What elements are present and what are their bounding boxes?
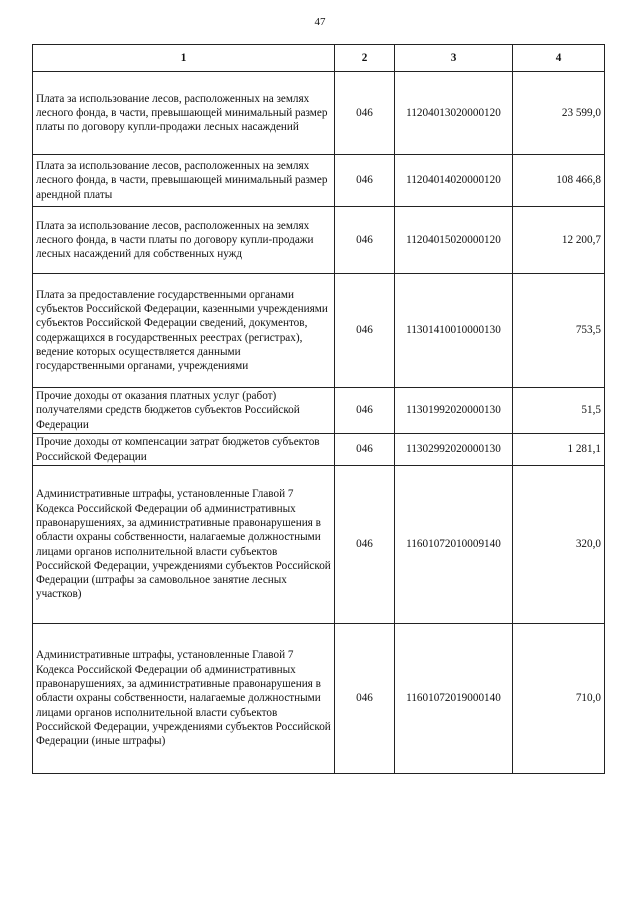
admin-code: 046 — [335, 624, 395, 774]
admin-code: 046 — [335, 434, 395, 466]
revenue-name: Плата за использование лесов, расположенных на землях лесного фонда, в части, превышающей минимальный размер платы по договору купли-продажи лесных насаждений — [33, 72, 335, 155]
revenue-name: Плата за предоставление государственными органами субъектов Российской Федерации, казенными учреждениями субъектов Российской Федерации сведений, документов, содержащихся в государственных реестрах (регистрах), ведение которых осуществляется данными государственными органами, учреждениями — [33, 274, 335, 388]
column-header-name: 1 — [33, 45, 335, 72]
admin-code: 046 — [335, 207, 395, 274]
budget-classification-code: 11204013020000120 — [395, 72, 513, 155]
column-header-admin: 2 — [335, 45, 395, 72]
revenue-name: Прочие доходы от оказания платных услуг (работ) получателями средств бюджетов субъектов Российской Федерации — [33, 388, 335, 434]
revenue-name: Административные штрафы, установленные Главой 7 Кодекса Российской Федерации об административных правонарушениях, за административные правонарушения в области охраны собственности, налагаемые должностными лицами органов исполнительной власти субъектов Российской Федерации, учреждениями субъектов Российской Федерации (штрафы за самовольное занятие лесных участков) — [33, 466, 335, 624]
revenue-name: Плата за использование лесов, расположенных на землях лесного фонда, в части платы по договору купли-продажи лесных насаждений для собственных нужд — [33, 207, 335, 274]
table-row — [33, 72, 605, 155]
amount: 320,0 — [513, 466, 605, 624]
amount: 12 200,7 — [513, 207, 605, 274]
column-header-code: 3 — [395, 45, 513, 72]
table-row — [33, 388, 605, 434]
admin-code: 046 — [335, 466, 395, 624]
budget-classification-code: 11301410010000130 — [395, 274, 513, 388]
revenue-name: Плата за использование лесов, расположенных на землях лесного фонда, в части, превышающей минимальный размер арендной платы — [33, 155, 335, 207]
amount: 1 281,1 — [513, 434, 605, 466]
admin-code: 046 — [335, 155, 395, 207]
table-row — [33, 624, 605, 774]
budget-classification-code: 11302992020000130 — [395, 434, 513, 466]
amount: 710,0 — [513, 624, 605, 774]
table-row — [33, 207, 605, 274]
revenue-name: Административные штрафы, установленные Главой 7 Кодекса Российской Федерации об административных правонарушениях, за административные правонарушения в области охраны собственности, налагаемые должностными лицами органов исполнительной власти субъектов Российской Федерации, учреждениями субъектов Российской Федерации (иные штрафы) — [33, 624, 335, 774]
budget-classification-code: 11601072010009140 — [395, 466, 513, 624]
revenue-name: Прочие доходы от компенсации затрат бюджетов субъектов Российской Федерации — [33, 434, 335, 466]
amount: 753,5 — [513, 274, 605, 388]
budget-classification-code: 11301992020000130 — [395, 388, 513, 434]
admin-code: 046 — [335, 388, 395, 434]
revenue-table — [32, 44, 605, 774]
amount: 108 466,8 — [513, 155, 605, 207]
table-row — [33, 466, 605, 624]
amount: 23 599,0 — [513, 72, 605, 155]
budget-classification-code: 11204015020000120 — [395, 207, 513, 274]
table-row — [33, 434, 605, 466]
table-row — [33, 274, 605, 388]
admin-code: 046 — [335, 72, 395, 155]
budget-classification-code: 11204014020000120 — [395, 155, 513, 207]
amount: 51,5 — [513, 388, 605, 434]
budget-classification-code: 11601072019000140 — [395, 624, 513, 774]
table-row — [33, 155, 605, 207]
column-header-amount: 4 — [513, 45, 605, 72]
table-header-row — [33, 45, 605, 72]
admin-code: 046 — [335, 274, 395, 388]
page-number: 47 — [314, 16, 326, 28]
